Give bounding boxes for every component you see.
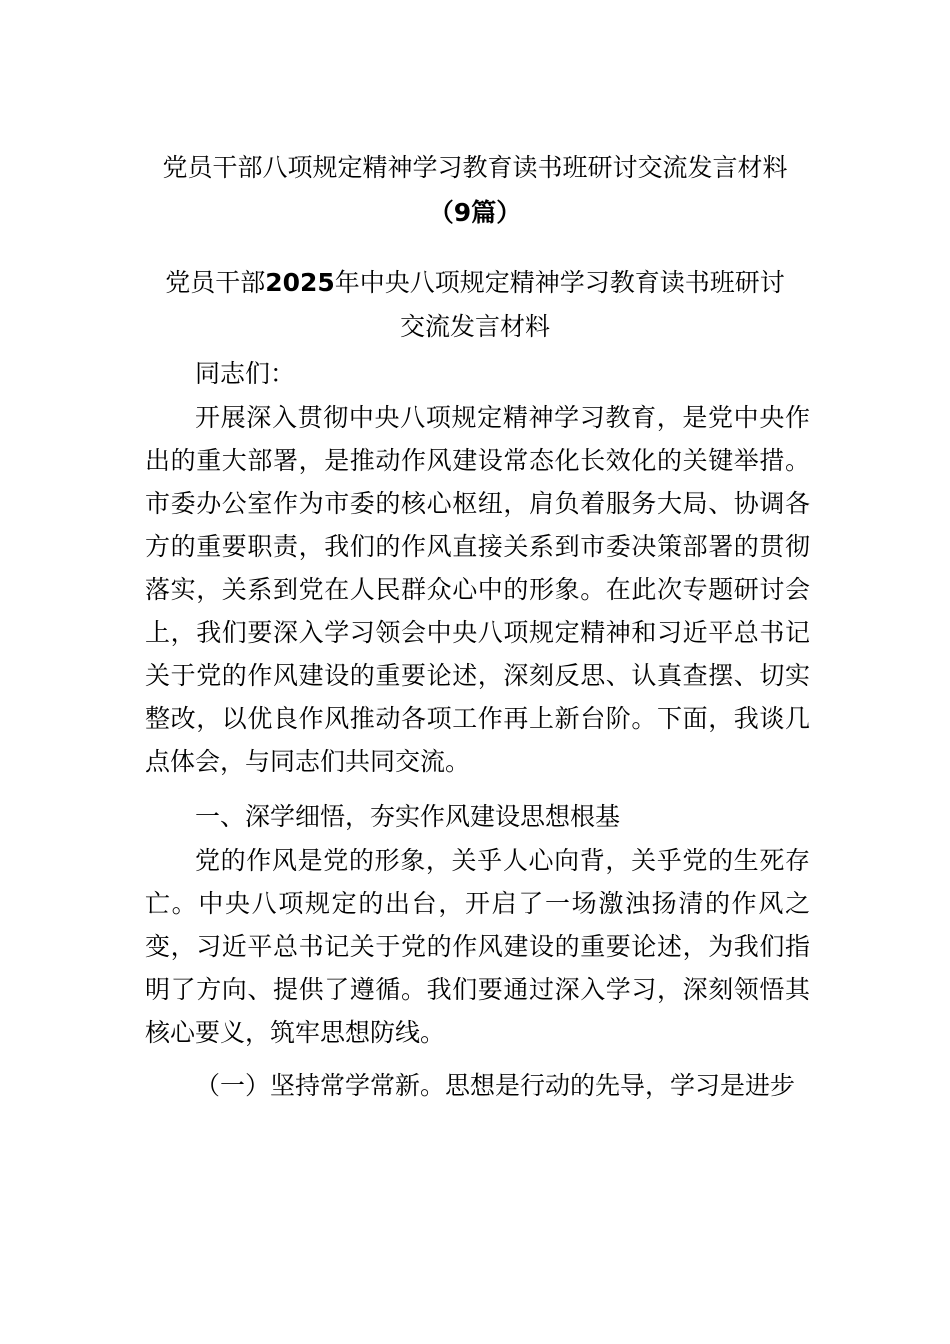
subtitle-prefix: 党员干部 [165, 268, 266, 297]
paragraph-section-1: 党的作风是党的形象，关乎人心向背，关乎党的生死存亡。中央八项规定的出台，开启了一场激浊扬清的作风之变，习近平总书记关于党的作风建设的重要论述，为我们指明了方向、提供了遵循。我们要通过深入学习，深刻领悟其核心要义，筑牢思想防线。 [145, 846, 810, 1047]
section-heading-1: 一、深学细悟，夯实作风建设思想根基 [195, 802, 621, 831]
document-title: 党员干部八项规定精神学习教育读书班研讨交流发言材料 [162, 153, 788, 182]
subtitle-year: 2025 [265, 268, 335, 297]
salutation: 同志们： [195, 359, 296, 388]
paragraph-intro: 开展深入贯彻中央八项规定精神学习教育，是党中央作出的重大部署，是推动作风建设常态化长效化的关键举措。市委办公室作为市委的核心枢纽，肩负着服务大局、协调各方的重要职责，我们的作风直接关系到市委决策部署的贯彻落实，关系到党在人民群众心中的形象。在此次专题研讨会上，我们要深入学习领会中央八项规定精神和习近平总书记关于党的作风建设的重要论述，深刻反思、认真查摆、切实整改，以优良作风推动各项工作再上新台阶。下面，我谈几点体会，与同志们共同交流。 [145, 403, 810, 776]
document-subtitle [0, 266, 950, 300]
document-title-count [0, 196, 950, 230]
subtitle-rest: 年中央八项规定精神学习教育读书班研讨 [334, 268, 785, 297]
document-title-count-text: （9篇） [428, 198, 522, 227]
document-subtitle-line2: 交流发言材料 [399, 312, 550, 341]
paragraph-subsection-1: （一）坚持常学常新。思想是行动的先导，学习是进步 [195, 1071, 796, 1100]
